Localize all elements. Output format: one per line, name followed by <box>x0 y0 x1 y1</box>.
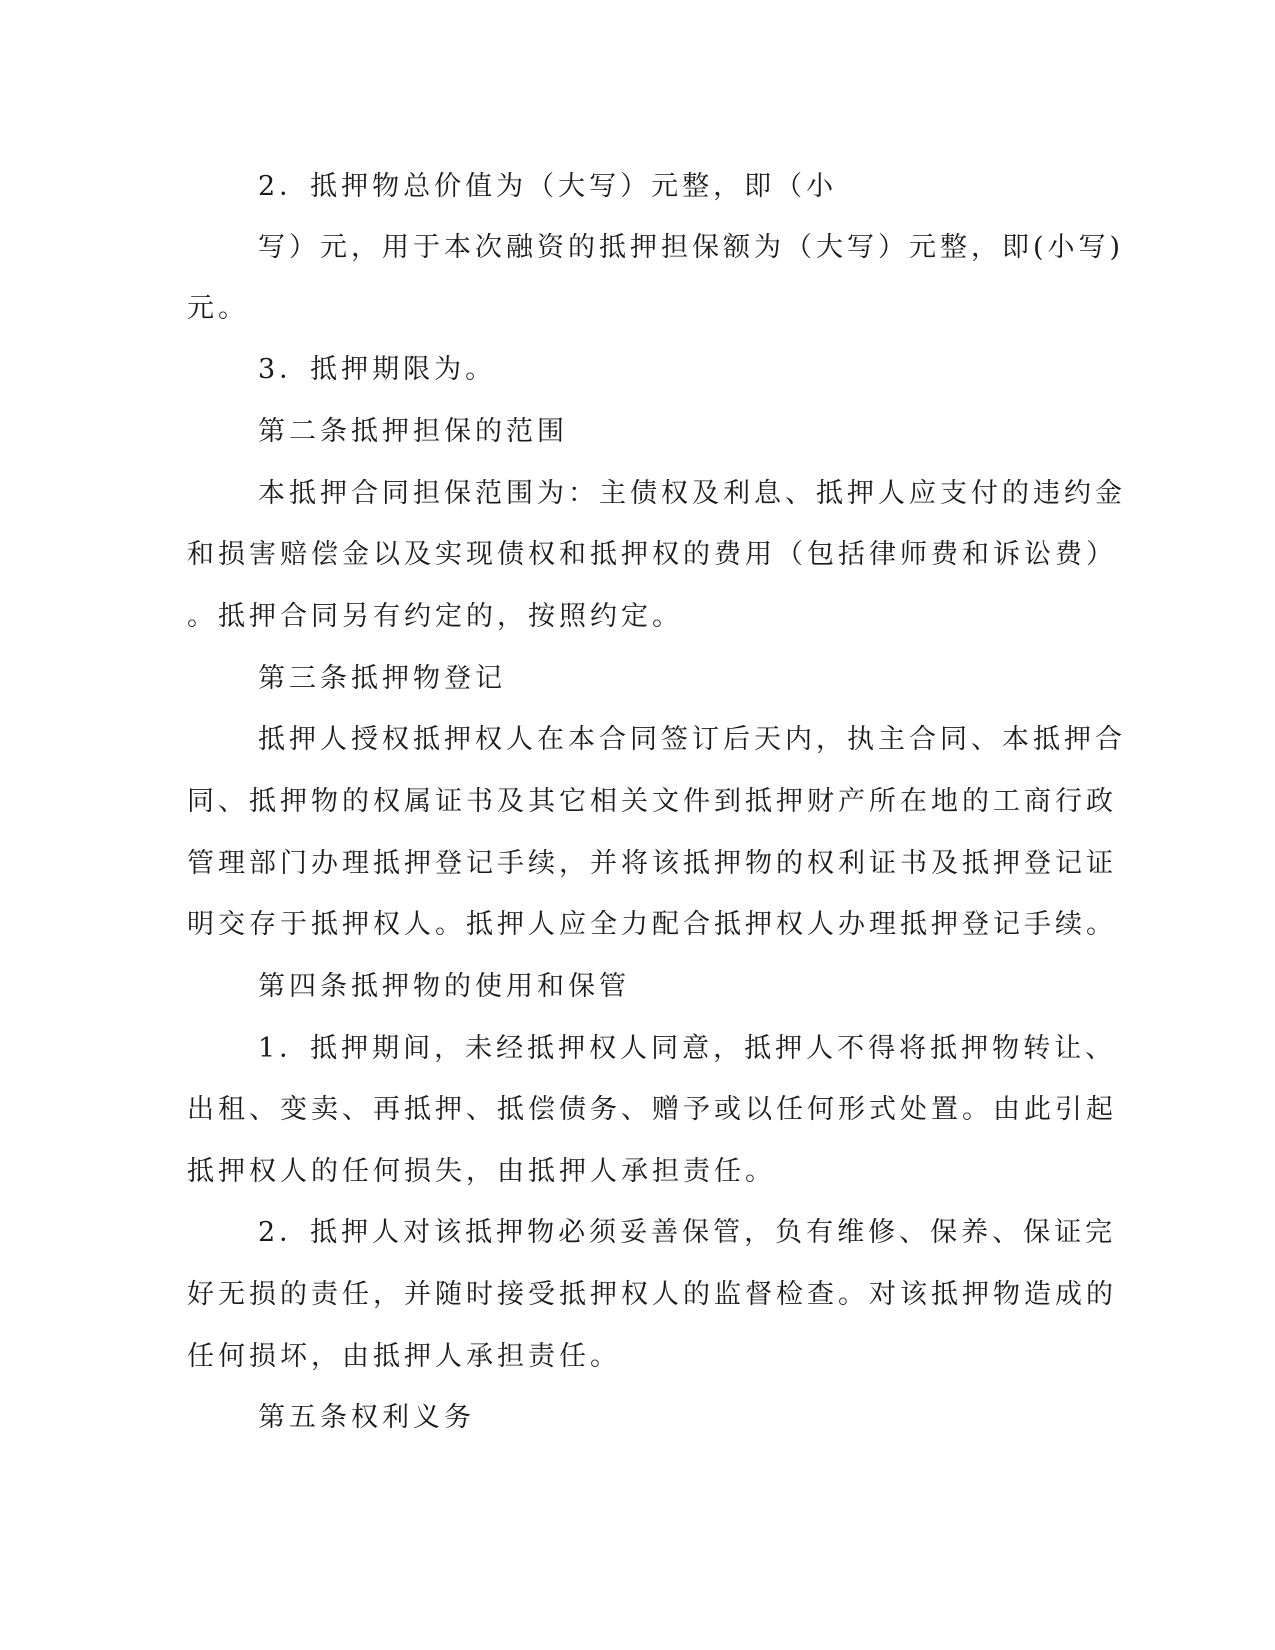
clause-3-body-line-1: 抵押人授权抵押权人在本合同签订后天内，执主合同、本抵押合 <box>258 724 1126 755</box>
clause-4-item-2-line-1: 2．抵押人对该抵押物必须妥善保管，负有维修、保养、保证完 <box>258 1217 1117 1248</box>
clause-4-heading: 第四条抵押物的使用和保管 <box>258 971 630 1002</box>
clause-1-item-2-line-3: 元。 <box>187 293 249 324</box>
clause-2-body-line-3: 。抵押合同另有约定的，按照约定。 <box>187 601 683 632</box>
clause-4-item-1-line-3: 抵押权人的任何损失，由抵押人承担责任。 <box>187 1156 776 1187</box>
clause-5-heading: 第五条权利义务 <box>258 1402 475 1433</box>
clause-2-body-line-1: 本抵押合同担保范围为：主债权及利息、抵押人应支付的违约金 <box>258 478 1126 509</box>
clause-3-heading: 第三条抵押物登记 <box>258 663 506 694</box>
clause-1-item-3: 3．抵押期限为。 <box>258 354 497 385</box>
clause-4-item-1-line-2: 出租、变卖、再抵押、抵偿债务、赠予或以任何形式处置。由此引起 <box>187 1094 1117 1125</box>
clause-4-item-2-line-3: 任何损坏，由抵押人承担责任。 <box>187 1341 621 1372</box>
clause-2-heading: 第二条抵押担保的范围 <box>258 416 568 447</box>
clause-4-item-1-line-1: 1．抵押期间，未经抵押权人同意，抵押人不得将抵押物转让、 <box>258 1033 1117 1064</box>
clause-1-item-2-line-2: 写）元，用于本次融资的抵押担保额为（大写）元整，即(小写) <box>258 232 1125 263</box>
clause-3-body-line-3: 管理部门办理抵押登记手续，并将该抵押物的权利证书及抵押登记证 <box>187 848 1117 879</box>
clause-2-body-line-2: 和损害赔偿金以及实现债权和抵押权的费用（包括律师费和诉讼费） <box>187 539 1117 570</box>
clause-1-item-2-line-1: 2．抵押物总价值为（大写）元整，即（小 <box>258 171 838 202</box>
clause-3-body-line-2: 同、抵押物的权属证书及其它相关文件到抵押财产所在地的工商行政 <box>187 786 1117 817</box>
clause-4-item-2-line-2: 好无损的责任，并随时接受抵押权人的监督检查。对该抵押物造成的 <box>187 1279 1117 1310</box>
clause-3-body-line-4: 明交存于抵押权人。抵押人应全力配合抵押权人办理抵押登记手续。 <box>187 909 1117 940</box>
